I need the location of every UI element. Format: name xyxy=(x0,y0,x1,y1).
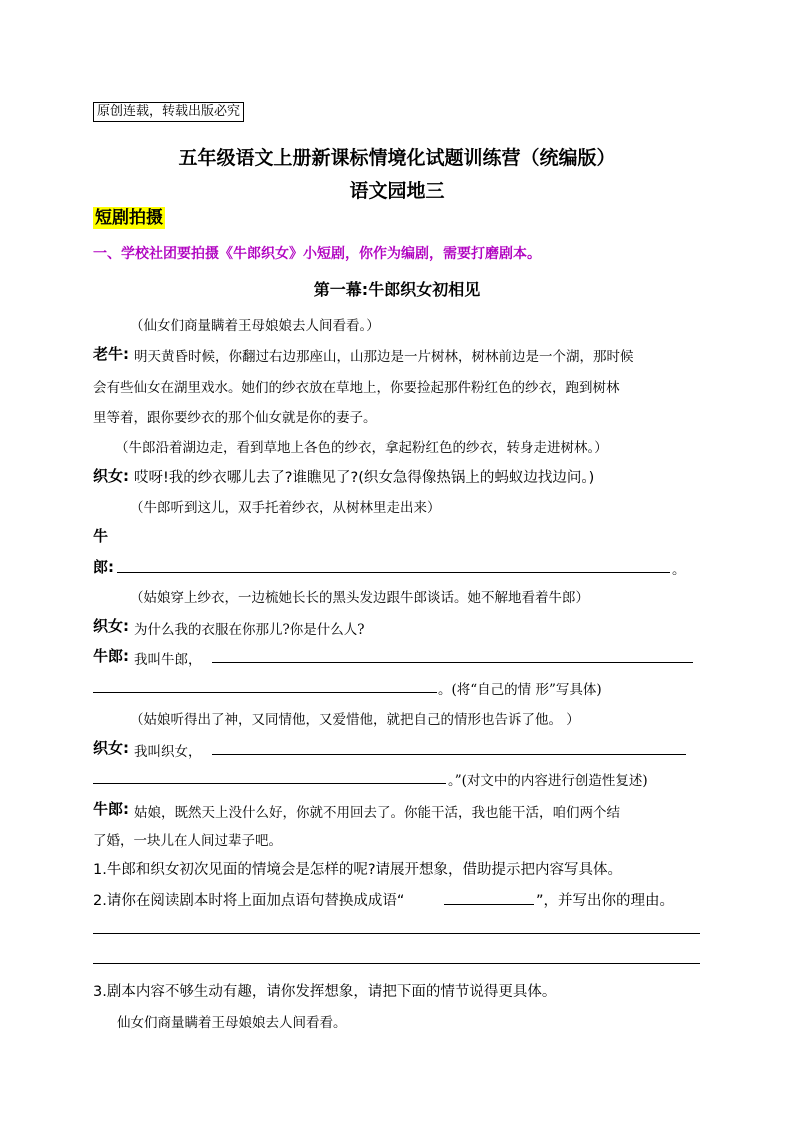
question-1: 1.牛郎和织女初次见面的情境会是怎样的呢?请展开想象，借助提示把内容写具体。 xyxy=(93,862,623,878)
answer-line-6[interactable] xyxy=(93,933,700,934)
stage-direction-2: （牛郎沿着湖边走，看到草地上各色的纱衣，拿起粉红色的纱衣，转身走进树林。） xyxy=(115,440,608,456)
zhinu-line-3: 我叫织女， xyxy=(134,744,202,760)
niulang-final-line-2: 了婚，一块儿在人间过辈子吧。 xyxy=(93,833,282,849)
task-instruction: 一、学校社团要拍摄《牛郎织女》小短剧，你作为编剧，需要打磨剧本。 xyxy=(93,246,541,262)
stage-direction-3: （牛郎听到这儿，双手托着纱衣，从树林里走出来） xyxy=(130,500,441,516)
speaker-niulang-1: 牛郎: xyxy=(93,647,129,665)
question-2-prefix: 2.请你在阅读剧本时将上面加点语句替换成成语“ xyxy=(93,893,405,909)
question-3: 3.剧本内容不够生动有趣，请你发挥想象，请把下面的情节说得更具体。 xyxy=(93,984,557,1000)
page-subtitle: 语文园地三 xyxy=(349,180,445,202)
stage-direction-4: （姑娘穿上纱衣，一边梳她长长的黑头发边跟牛郎谈话。她不解地看着牛郎） xyxy=(130,590,589,606)
speaker-zhinu-2: 织女: xyxy=(93,617,129,635)
speaker-zhinu-3: 织女: xyxy=(93,739,129,757)
laoniu-line-2: 会有些仙女在湖里戏水。她们的纱衣放在草地上，你要捡起那件粉红色的纱衣，跑到树林 xyxy=(93,380,620,396)
speaker-laoniu: 老牛: xyxy=(93,345,129,363)
answer-line-1[interactable] xyxy=(117,572,670,573)
copyright-badge: 原创连载，转载出版必究 xyxy=(93,102,244,122)
stage-direction-1: （仙女们商量瞒着王母娘娘去人间看看。） xyxy=(130,318,380,334)
zhinu-note: 。”(对文中的内容进行创造性复述) xyxy=(448,773,648,789)
niulang-line-1: 我叫牛郎， xyxy=(134,652,202,668)
answer-line-2[interactable] xyxy=(212,662,693,663)
laoniu-line-1: 明天黄昏时候，你翻过右边那座山，山那边是一片树林，树林前边是一个湖，那时候 xyxy=(134,349,634,365)
zhinu-line-1: 哎呀!我的纱衣哪儿去了?谁瞧见了?(织女急得像热锅上的蚂蚁边找边问。) xyxy=(134,470,595,486)
answer-line-4[interactable] xyxy=(212,754,686,755)
page-title: 五年级语文上册新课标情境化试题训练营（统编版） xyxy=(178,147,616,169)
end-period: 。 xyxy=(672,562,686,578)
answer-line-5[interactable] xyxy=(93,783,446,784)
section-tag: 短剧拍摄 xyxy=(95,208,163,228)
speaker-niulang-2: 牛郎: xyxy=(93,800,129,818)
speaker-niulang-char2: 郎: xyxy=(93,558,114,576)
zhinu-line-2: 为什么我的衣服在你那儿?你是什么人? xyxy=(134,622,365,638)
niulang-note: 。(将“自己的情 形”写具体) xyxy=(438,682,602,698)
idiom-blank[interactable] xyxy=(444,904,534,905)
question-2-suffix: ”，并写出你的理由。 xyxy=(536,893,675,909)
scene-title: 第一幕:牛郎织女初相见 xyxy=(313,280,481,299)
niulang-final-line-1: 姑娘，既然天上没什么好，你就不用回去了。你能干活，我也能干活，咱们两个结 xyxy=(134,805,620,821)
answer-line-3[interactable] xyxy=(93,692,437,693)
question-3-text: 仙女们商量瞒着王母娘娘去人间看看。 xyxy=(117,1015,347,1031)
laoniu-line-3: 里等着，跟你要纱衣的那个仙女就是你的妻子。 xyxy=(93,410,377,426)
speaker-zhinu-1: 织女: xyxy=(93,467,129,485)
answer-line-7[interactable] xyxy=(93,963,700,964)
stage-direction-5: （姑娘听得出了神，又同情他，又爱惜他，就把自己的情形也告诉了他。 ） xyxy=(130,712,580,728)
speaker-niulang-char1: 牛 xyxy=(93,527,109,545)
